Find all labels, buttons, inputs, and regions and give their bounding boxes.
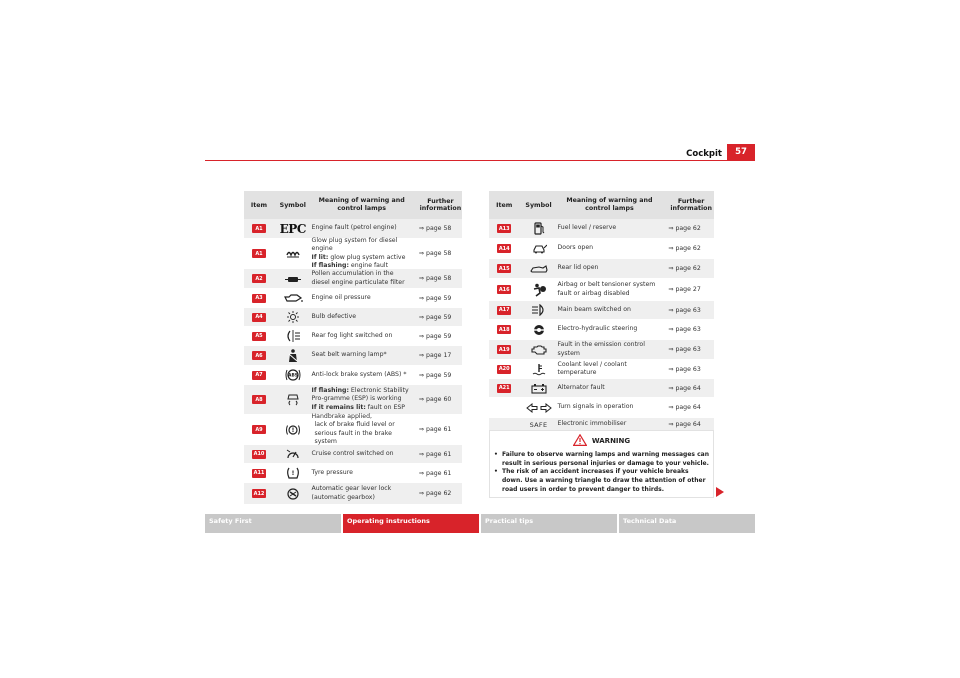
- page-reference: ⇒ page 62: [668, 225, 701, 232]
- meaning-text: Rear fog light switched on: [311, 331, 393, 339]
- page-reference: ⇒ page 64: [668, 421, 701, 428]
- table-row: [489, 219, 714, 239]
- meaning-text: Anti-lock brake system (ABS) *: [311, 370, 407, 378]
- table-header: [489, 191, 714, 219]
- page-reference: ⇒ page 59: [418, 371, 452, 379]
- footer-tab-operating-instructions[interactable]: Operating instructions: [343, 514, 479, 533]
- item-badge: A16: [498, 286, 510, 293]
- page-reference: ⇒ page 27: [668, 286, 701, 293]
- page-reference: ⇒ page 58: [418, 250, 452, 257]
- fuel-icon: [519, 222, 557, 235]
- warning-text: Failure to observe warning lamps and warning messages can result in serious personal injuries or damage to your vehicle.: [502, 451, 709, 467]
- meaning-label: If lit:: [311, 253, 329, 261]
- table-row: [489, 301, 714, 320]
- svg-text:ABS: ABS: [287, 373, 298, 379]
- meaning-text: Bulb defective: [311, 312, 357, 320]
- glow-plug-icon: [274, 249, 312, 259]
- column-header-meaning: Meaning of warning and control lamps: [318, 196, 405, 212]
- left-warning-lamps-table: [244, 191, 462, 505]
- safe-icon: SAFE: [529, 420, 548, 429]
- warning-title: WARNING: [591, 437, 631, 445]
- table-row: [244, 385, 462, 415]
- warning-item: • Failure to observe warning lamps and warning messages can result in serious personal injuries or damage to your vehicle.: [494, 451, 709, 467]
- meaning-line: serious fault in the brake system: [314, 429, 392, 445]
- item-badge: A1: [252, 224, 266, 233]
- epc-icon: EPC: [279, 221, 306, 236]
- airbag-icon: [519, 283, 557, 297]
- meaning-text: Turn signals in operation: [557, 403, 634, 411]
- item-badge: A14: [498, 245, 510, 252]
- warning-item: • The risk of an accident increases if your vehicle breaks down. Use a warning triangle to draw the attention of other road users in order to prevent danger to thirds.: [494, 468, 709, 494]
- page-reference: ⇒ page 63: [668, 306, 701, 314]
- page-reference: ⇒ page 61: [418, 450, 452, 458]
- page-reference: ⇒ page 59: [418, 294, 452, 302]
- meaning-text: Fuel level / reserve: [557, 224, 617, 232]
- door-open-icon: [519, 243, 557, 254]
- oil-pressure-icon: [274, 293, 312, 303]
- item-badge: A1: [252, 249, 266, 258]
- page-reference: ⇒ page 58: [418, 225, 452, 232]
- warning-text: The risk of an accident increases if your vehicle breaks down. Use a warning triangle to draw the attention of other road users in order to prevent danger to thirds.: [502, 468, 706, 493]
- warning-box: [489, 430, 714, 498]
- table-row: [244, 415, 462, 445]
- meaning-text: Cruise control switched on: [311, 449, 394, 457]
- page-reference: ⇒ page 59: [418, 313, 452, 321]
- table-row: [244, 239, 462, 269]
- table-row: [244, 289, 462, 308]
- particulate-filter-icon: [274, 274, 312, 284]
- warning-triangle-icon: [573, 434, 587, 448]
- seat-belt-icon: [274, 349, 312, 363]
- page-reference: ⇒ page 62: [668, 245, 701, 252]
- rear-fog-light-icon: [274, 330, 312, 342]
- emission-control-icon: [519, 344, 557, 356]
- meaning-line: Handbrake applied,: [311, 413, 373, 421]
- footer-tab-technical-data[interactable]: Technical Data: [619, 514, 755, 533]
- turn-signals-icon: [519, 403, 557, 413]
- meaning-text: fault on ESP: [365, 403, 406, 411]
- item-badge: A12: [253, 490, 265, 497]
- table-row: [244, 346, 462, 366]
- page-reference: ⇒ page 63: [668, 346, 701, 353]
- coolant-icon: [519, 363, 557, 376]
- table-row: [489, 259, 714, 279]
- item-badge: A7: [252, 371, 266, 380]
- meaning-text: Alternator fault: [557, 383, 605, 391]
- table-row: [244, 269, 462, 289]
- item-badge: A18: [498, 326, 510, 333]
- meaning-label: If flashing:: [311, 261, 349, 269]
- right-warning-lamps-table: [489, 191, 714, 432]
- page-reference: ⇒ page 64: [668, 384, 701, 392]
- meaning-text: Pollen accumulation in the diesel engine particulate filter: [311, 270, 405, 286]
- meaning-text: Electronic immobiliser: [557, 420, 627, 428]
- page-reference: ⇒ page 64: [668, 404, 701, 411]
- table-row: [489, 239, 714, 259]
- main-beam-icon: [519, 304, 557, 316]
- meaning-text: Coolant level / coolant temperature: [557, 360, 627, 376]
- column-header-symbol: Symbol: [525, 201, 552, 209]
- item-badge: A4: [252, 313, 266, 322]
- page-reference: ⇒ page 17: [418, 352, 452, 359]
- item-badge: A20: [498, 366, 510, 372]
- table-row: [244, 483, 462, 505]
- item-badge: A13: [498, 225, 510, 232]
- table-row: [489, 320, 714, 340]
- column-header-symbol: Symbol: [279, 201, 306, 209]
- meaning-line: lack of brake fluid level or: [314, 421, 395, 429]
- meaning-text: glow plug system active: [328, 253, 406, 261]
- svg-text:!: !: [291, 470, 295, 477]
- meaning-label: If flashing:: [311, 387, 349, 395]
- table-row: [489, 360, 714, 379]
- continue-arrow-icon: [716, 487, 724, 497]
- table-row: [489, 379, 714, 398]
- bulb-icon: [274, 311, 312, 323]
- tyre-pressure-icon: [274, 467, 312, 479]
- meaning-text: Automatic gear lever lock (automatic gearbox): [311, 485, 392, 501]
- item-badge: A11: [253, 470, 265, 476]
- meaning-label: If it remains lit:: [311, 403, 366, 411]
- item-badge: A19: [498, 346, 510, 353]
- footer-nav: [205, 514, 755, 533]
- item-badge: A2: [252, 274, 266, 283]
- page-reference: ⇒ page 61: [418, 426, 452, 433]
- item-badge: A5: [252, 332, 266, 341]
- meaning-text: Tyre pressure: [311, 468, 353, 476]
- page-reference: ⇒ page 58: [418, 275, 452, 282]
- esp-icon: [274, 393, 312, 407]
- table-row: [244, 366, 462, 385]
- column-header-info: Further information: [419, 198, 462, 212]
- item-badge: A17: [498, 307, 510, 313]
- item-badge: A21: [498, 385, 510, 391]
- meaning-text: Rear lid open: [557, 264, 599, 272]
- rear-lid-icon: [519, 264, 557, 274]
- meaning-text: Airbag or belt tensioner system fault or airbag disabled: [557, 281, 656, 297]
- handbrake-icon: [274, 424, 312, 436]
- page-reference: ⇒ page 62: [668, 265, 701, 272]
- meaning-text: Seat belt warning lamp*: [311, 351, 387, 359]
- page-reference: ⇒ page 60: [418, 396, 452, 403]
- meaning-text: Engine oil pressure: [311, 293, 371, 301]
- item-badge: A8: [252, 395, 266, 404]
- abs-icon: [274, 369, 312, 381]
- item-badge: A15: [498, 265, 510, 272]
- table-row: [489, 340, 714, 360]
- header-rule: [205, 160, 755, 161]
- svg-text:!: !: [291, 426, 295, 434]
- item-badge: A3: [252, 294, 266, 303]
- table-row: [244, 219, 462, 239]
- meaning-text: Electro-hydraulic steering: [557, 325, 638, 333]
- column-header-info: Further information: [670, 198, 712, 212]
- table-row: [244, 308, 462, 327]
- page-reference: ⇒ page 59: [418, 332, 452, 340]
- page-reference: ⇒ page 63: [668, 326, 701, 333]
- item-badge: A10: [253, 451, 265, 457]
- meaning-text: engine fault: [348, 261, 389, 269]
- alternator-icon: [519, 383, 557, 394]
- table-row: [489, 279, 714, 301]
- column-header-meaning: Meaning of warning and control lamps: [566, 196, 653, 212]
- column-header-item: Item: [250, 201, 268, 209]
- table-row: [244, 327, 462, 346]
- steering-icon: [519, 324, 557, 336]
- table-row: [244, 464, 462, 483]
- footer-tab-safety-first[interactable]: Safety First: [205, 514, 341, 533]
- meaning-text: Electronic Stability Pro-gramme (ESP) is working: [311, 387, 409, 403]
- table-header: [244, 191, 462, 219]
- meaning-text: Fault in the emission control system: [557, 341, 645, 357]
- footer-tab-practical-tips[interactable]: Practical tips: [481, 514, 617, 533]
- page-reference: ⇒ page 63: [668, 365, 701, 373]
- cruise-control-icon: [274, 448, 312, 460]
- page-reference: ⇒ page 62: [418, 490, 452, 497]
- meaning-line: Glow plug system for diesel engine: [311, 237, 398, 253]
- warning-header: [490, 431, 713, 451]
- header-title: Cockpit: [686, 149, 722, 159]
- page-number: 57: [727, 144, 755, 160]
- meaning-text: Engine fault (petrol engine): [311, 224, 397, 232]
- meaning-text: Main beam switched on: [557, 305, 631, 313]
- table-row: [489, 398, 714, 418]
- page-reference: ⇒ page 61: [418, 469, 452, 477]
- meaning-text: Doors open: [557, 244, 594, 252]
- item-badge: A6: [252, 351, 266, 360]
- table-row: [244, 445, 462, 464]
- item-badge: A9: [252, 425, 266, 434]
- column-header-item: Item: [496, 201, 513, 209]
- gear-lever-lock-icon: [274, 488, 312, 500]
